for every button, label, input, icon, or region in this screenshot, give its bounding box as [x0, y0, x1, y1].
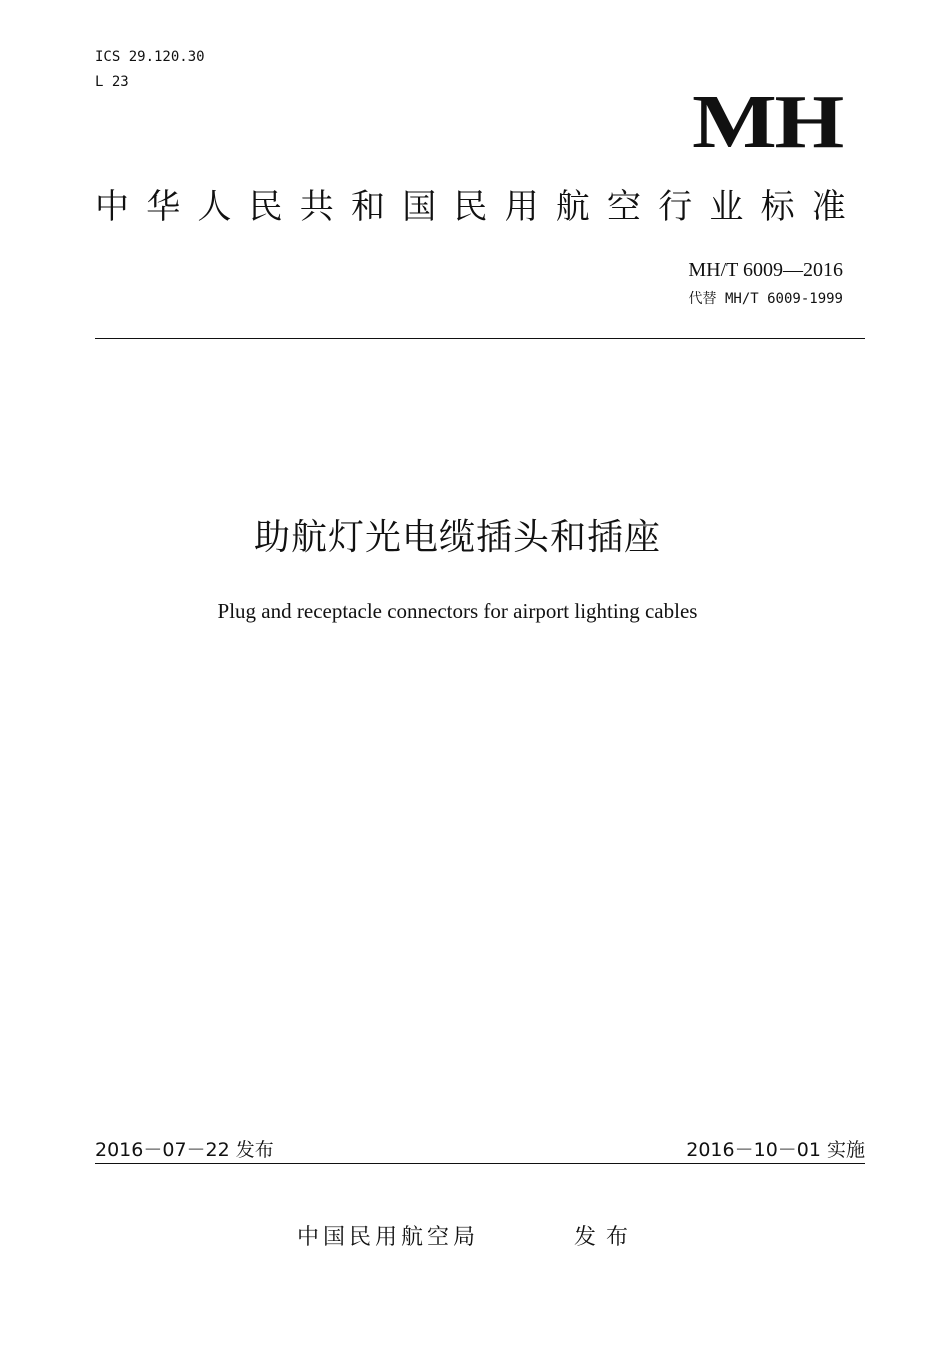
footer-divider	[95, 1163, 865, 1164]
document-title-en: Plug and receptacle connectors for airport lighting cables	[217, 599, 698, 623]
mh-logo: MH	[692, 80, 842, 164]
document-title-cn: 助航灯光电缆插头和插座	[253, 517, 661, 558]
ics-code: ICS 29.120.30	[95, 49, 205, 65]
classification-code: L 23	[95, 74, 129, 90]
standard-category-title: 中华人民共和国民用航空行业标准	[95, 187, 863, 227]
standard-number: MH/T 6009—2016	[688, 259, 843, 281]
replaces-number: MH/T 6009-1999	[724, 291, 843, 307]
replaces-label: 代替	[688, 291, 717, 307]
publish-label: 发布	[574, 1225, 639, 1250]
header-divider	[95, 338, 865, 339]
implementation-date: 2016－10－01 实施	[686, 1139, 865, 1161]
issue-date: 2016－07－22 发布	[95, 1139, 274, 1161]
replaces-line	[689, 290, 843, 308]
publisher-name: 中国民用航空局	[297, 1225, 480, 1250]
